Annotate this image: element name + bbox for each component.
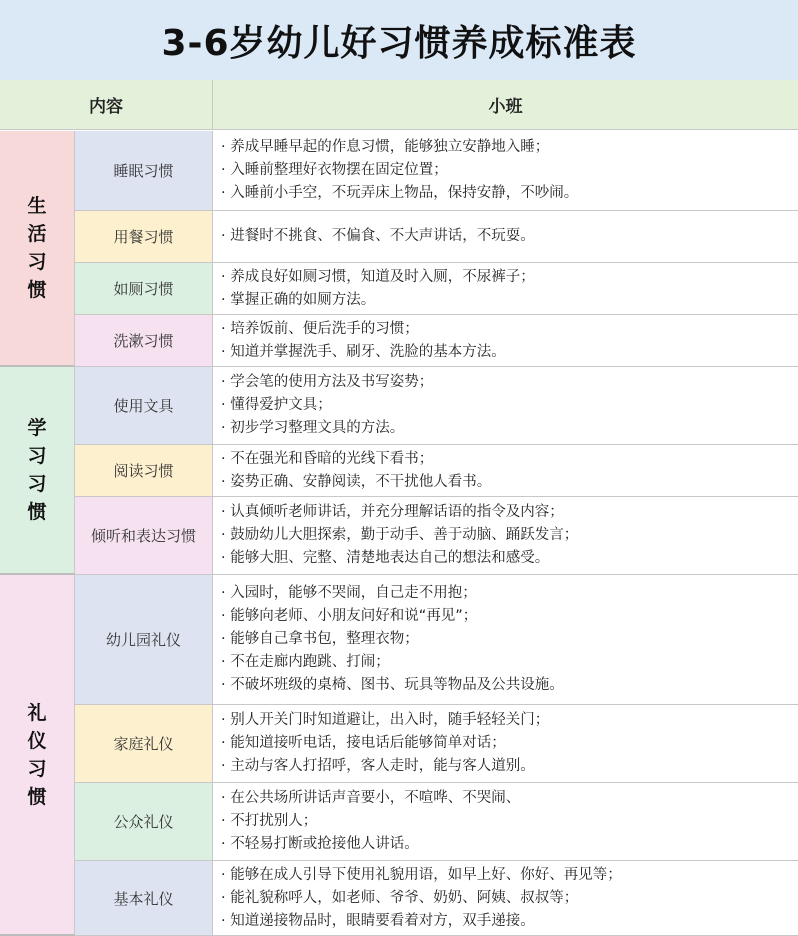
category-label-char: 习 (27, 757, 47, 780)
habit-item: · 掌握正确的如厕方法。 (221, 291, 376, 308)
habit-items-cell (213, 575, 798, 705)
category-label-char: 活 (27, 223, 47, 245)
habit-item: · 懂得爱护文具； (221, 397, 332, 413)
category-label-char: 习 (27, 251, 47, 273)
habit-item: · 学会笔的使用方法及书写姿势； (221, 374, 434, 390)
habit-item: · 不打扰别人； (221, 813, 318, 829)
habit-item: · 培养饭前、便后洗手的习惯； (221, 320, 419, 337)
habit-item: · 进餐时不挑食、不偏食、不大声讲话，不玩耍。 (221, 228, 535, 244)
habit-items-cell (213, 445, 798, 497)
category-label-char: 学 (27, 417, 47, 439)
habit-item: · 认真倾听老师讲话，并充分理解话语的指令及内容； (221, 504, 564, 520)
category-label-char: 惯 (27, 501, 47, 523)
subcategory-cell: 如厕习惯 (75, 263, 213, 315)
habit-item: · 入睡前整理好衣物摆在固定位置； (221, 162, 448, 178)
subcategory-cell: 公众礼仪 (75, 783, 213, 861)
habit-item: · 不在走廊内跑跳、打闹； (221, 654, 390, 670)
habit-item: · 养成良好如厕习惯，知道及时入厕，不尿裤子； (221, 268, 535, 285)
habit-item: · 鼓励幼儿大胆探索，勤于动手、善于动脑、踊跃发言； (221, 527, 579, 543)
header-small-class: 小班 (213, 80, 798, 130)
habit-item: · 能礼貌称呼人，如老师、爷爷、奶奶、阿姨、叔叔等； (221, 889, 579, 906)
habit-items-cell (213, 131, 798, 211)
habit-item: · 知道并掌握洗手、刷牙、洗脸的基本方法。 (221, 343, 506, 360)
habit-item: · 能知道接听电话，接电话后能够简单对话； (221, 735, 506, 751)
habit-items-cell (213, 497, 798, 575)
subcategory-cell: 阅读习惯 (75, 445, 213, 497)
subcategory-cell: 倾听和表达习惯 (75, 497, 213, 575)
habit-item: · 入睡前小手空，不玩弄床上物品，保持安静，不吵闹。 (221, 185, 579, 201)
category-label-char: 生 (27, 195, 47, 217)
category-cell (0, 575, 75, 936)
page-title: 3-6岁幼儿好习惯养成标准表 (0, 0, 798, 81)
subcategory-cell: 用餐习惯 (75, 211, 213, 263)
category-label-char: 惯 (27, 279, 47, 301)
subcategory-cell: 睡眠习惯 (75, 131, 213, 211)
habit-item: · 初步学习整理文具的方法。 (221, 420, 405, 436)
subcategory-cell: 幼儿园礼仪 (75, 575, 213, 705)
habit-items-cell (213, 263, 798, 315)
habit-item: · 能够自己拿书包，整理衣物； (221, 631, 419, 647)
subcategory-cell: 洗漱习惯 (75, 315, 213, 367)
habit-item: · 不轻易打断或抢接他人讲话。 (221, 836, 419, 852)
habit-items-cell (213, 705, 798, 783)
subcategory-cell: 基本礼仪 (75, 861, 213, 936)
category-label-char: 惯 (27, 785, 47, 808)
subcategory-cell: 使用文具 (75, 367, 213, 445)
habit-items-cell (213, 315, 798, 367)
habit-items-cell (213, 211, 798, 263)
habit-item: · 主动与客人打招呼，客人走时，能与客人道别。 (221, 758, 535, 774)
habit-items-cell (213, 861, 798, 936)
category-label-char: 习 (27, 473, 47, 495)
habit-item: · 能够在成人引导下使用礼貌用语，如早上好、你好、再见等； (221, 866, 622, 883)
habit-item: · 在公共场所讲话声音要小，不喧哗、不哭闹、 (221, 790, 521, 806)
category-label-char: 仪 (27, 729, 47, 752)
header-content: 内容 (0, 80, 213, 130)
habit-item: · 不在强光和昏暗的光线下看书； (221, 450, 434, 467)
habit-item: · 能够向老师、小朋友问好和说“再见”； (221, 608, 478, 624)
category-label-char: 习 (27, 445, 47, 467)
habit-item: · 别人开关门时知道避让，出入时，随手轻轻关门； (221, 712, 550, 728)
category-label-char: 礼 (27, 701, 47, 724)
category-cell (0, 367, 75, 575)
habit-items-cell (213, 783, 798, 861)
habit-item: · 姿势正确、安静阅读，不干扰他人看书。 (221, 473, 492, 490)
habit-items-cell (213, 367, 798, 445)
habit-item: · 入园时，能够不哭闹，自己走不用抱； (221, 585, 477, 601)
category-cell (0, 131, 75, 367)
habit-item: · 养成早睡早起的作息习惯，能够独立安静地入睡； (221, 139, 550, 155)
habit-item: · 能够大胆、完整、清楚地表达自己的想法和感受。 (221, 550, 550, 566)
subcategory-cell: 家庭礼仪 (75, 705, 213, 783)
habit-item: · 知道递接物品时，眼睛要看着对方，双手递接。 (221, 912, 535, 929)
habit-item: · 不破坏班级的桌椅、图书、玩具等物品及公共设施。 (221, 677, 564, 693)
